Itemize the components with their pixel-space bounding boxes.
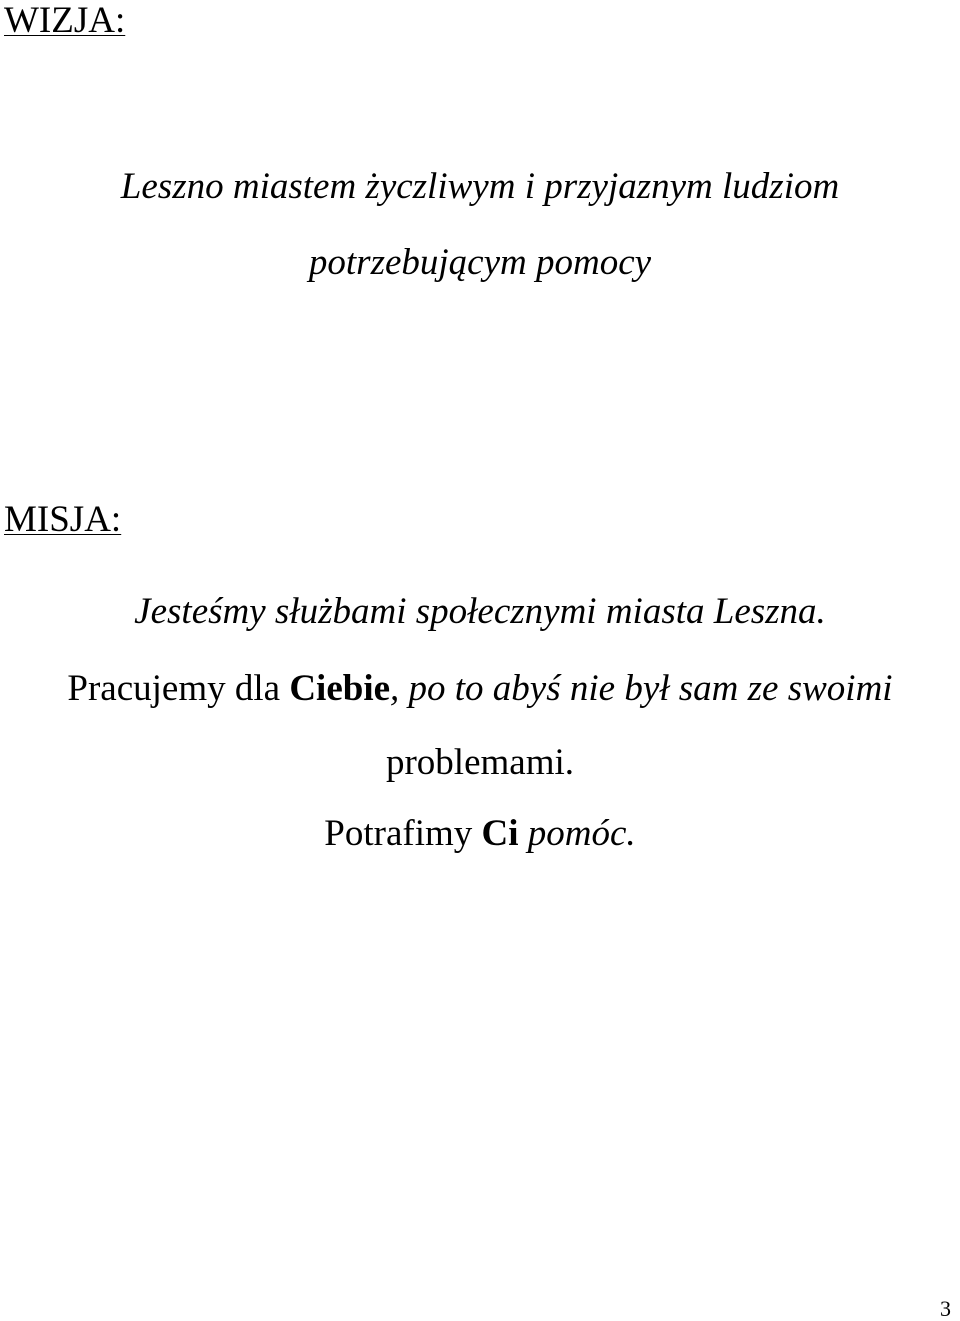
mission-line-4-italic: pomóc. [518, 813, 636, 854]
mission-line-2 [0, 670, 960, 707]
mission-line-4-bold: Ci [481, 813, 519, 854]
vision-heading: WIZJA: [4, 0, 126, 41]
vision-line-2: potrzebującym pomocy [308, 242, 652, 283]
vision-line-1: Leszno miastem życzliwym i przyjaznym ludziom [120, 166, 840, 207]
mission-heading: MISJA: [4, 499, 122, 540]
mission-line-2-italic: , po to abyś nie był sam ze swoimi [390, 668, 893, 709]
mission-line-4-text: Potrafimy [324, 813, 482, 854]
mission-line-2-text: Pracujemy dla [67, 668, 290, 709]
page-number: 3 [940, 1296, 951, 1321]
mission-line-1: Jesteśmy służbami społecznymi miasta Leszna. [134, 591, 826, 632]
mission-line-4 [0, 815, 960, 852]
mission-line-3: problemami. [385, 742, 575, 783]
mission-line-2-bold: Ciebie [289, 668, 391, 709]
